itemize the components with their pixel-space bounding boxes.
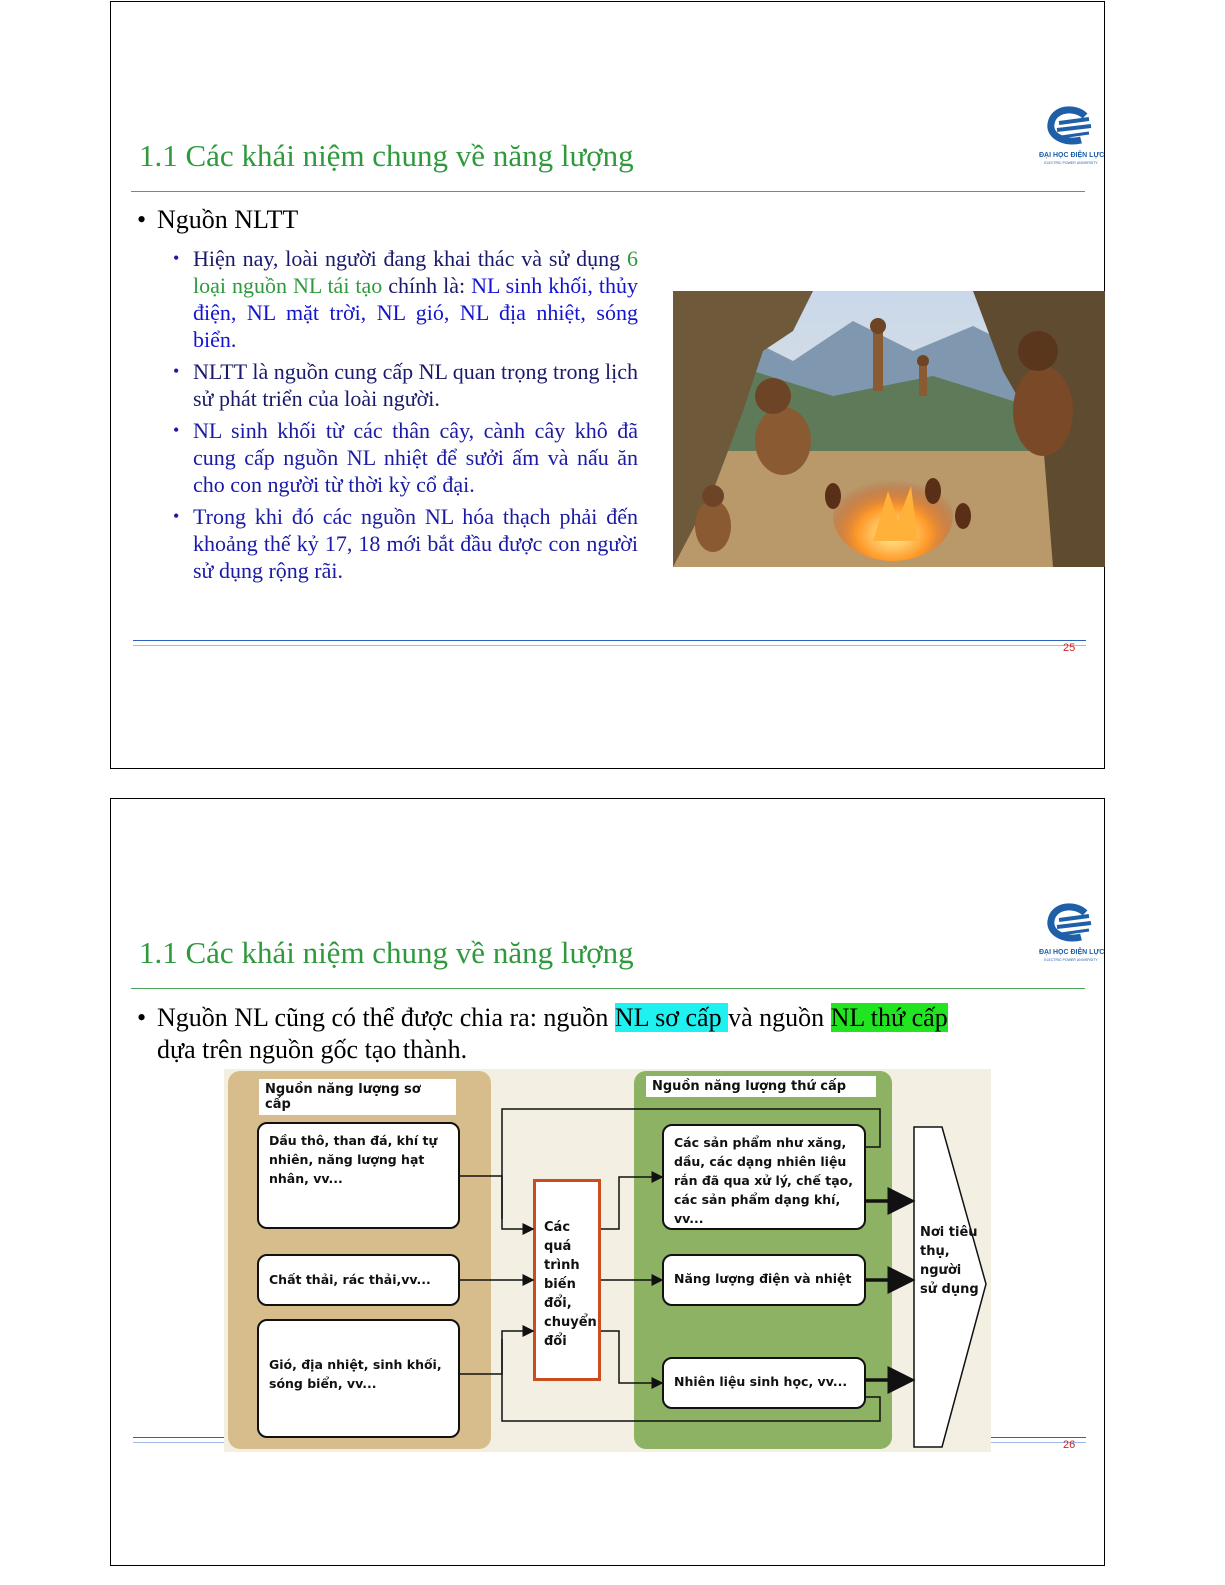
item-highlight-green: 6 loại nguồn NL tái tạo <box>193 246 638 298</box>
primary-energy-header: Nguồn năng lượng sơ cấp <box>259 1079 456 1115</box>
title-divider <box>131 191 1085 192</box>
list-item: • NLTT là nguồn cung cấp NL quan trọng trong lịch sử phát triển của loài người. <box>173 359 638 411</box>
secondary-box-electricity-heat: Năng lượng điện và nhiệt <box>662 1254 866 1306</box>
list-item: • Trong khi đó các nguồn NL hóa thạch phải đến khoảng thế kỷ 17, 18 mới bắt đầu được con người sử dụng rộng rãi. <box>173 504 638 583</box>
slide-25 <box>110 1 1105 769</box>
item-text: Hiện nay, loài người đang khai thác và sử dụng <box>193 246 627 271</box>
sub-bullet-list <box>173 245 638 589</box>
university-logo <box>1039 106 1103 170</box>
secondary-box-biofuel: Nhiên liệu sinh học, vv... <box>662 1357 866 1409</box>
logo-icon <box>1039 903 1103 949</box>
item-highlight-blue: NL sinh khối, thủy điện, NL mặt trời, NL gió, NL địa nhiệt, sóng biển. <box>193 273 638 352</box>
item-text: chính là: <box>382 273 472 298</box>
main-bullet: • Nguồn NL cũng có thể được chia ra: nguồn NL sơ cấp và nguồn NL thứ cấp dựa trên nguồn gốc tạo thành. <box>137 1003 948 1064</box>
highlight-secondary-energy: NL thứ cấp <box>830 1003 948 1032</box>
secondary-energy-header: Nguồn năng lượng thứ cấp <box>646 1076 876 1097</box>
title-divider <box>131 988 1085 989</box>
secondary-box-fuels: Các sản phẩm như xăng, dầu, các dạng nhiên liệu rắn đã qua xử lý, chế tạo, các sản phẩm dạng khí, vv... <box>662 1124 866 1230</box>
logo-name: ĐẠI HỌC ĐIỆN LỰC <box>1039 949 1105 956</box>
university-logo <box>1039 903 1103 967</box>
logo-icon <box>1039 106 1103 152</box>
list-item: • NL sinh khối từ các thân cây, cành cây khô đã cung cấp nguồn NL nhiệt để sưởi ấm và nấu ăn cho con người từ thời kỳ cổ đại. <box>173 418 638 497</box>
bullet-text: và nguồn <box>728 1003 831 1032</box>
bullet-text: dựa trên nguồn gốc tạo thành. <box>157 1035 468 1064</box>
list-item: • Hiện nay, loài người đang khai thác và sử dụng 6 loại nguồn NL tái tạo chính là: NL sinh khối, thủy điện, NL mặt trời, NL gió, NL địa nhiệt, sóng biển. <box>173 246 638 352</box>
main-bullet: • Nguồn NLTT <box>137 205 299 234</box>
campfire-scene-image <box>673 291 1105 567</box>
primary-box-waste: Chất thải, rác thải,vv... <box>257 1254 460 1306</box>
primary-box-renewable: Gió, địa nhiệt, sinh khối, sóng biển, vv... <box>257 1319 460 1438</box>
conversion-process-box: Các quá trình biến đổi, chuyển đổi <box>533 1179 601 1381</box>
footer-divider <box>133 640 1086 646</box>
primary-box-fossil: Dầu thô, than đá, khí tự nhiên, năng lượng hạt nhân, vv... <box>257 1122 460 1229</box>
main-bullet-text: Nguồn NLTT <box>157 205 299 234</box>
logo-subtitle: ELECTRIC POWER UNIVERSITY <box>1044 161 1098 165</box>
logo-name: ĐẠI HỌC ĐIỆN LỰC <box>1039 152 1105 159</box>
energy-flow-diagram <box>224 1069 991 1452</box>
logo-subtitle: ELECTRIC POWER UNIVERSITY <box>1044 958 1098 962</box>
item-text: NL sinh khối từ các thân cây, cành cây khô đã cung cấp nguồn NL nhiệt để sưởi ấm và nấu ăn cho con người từ thời kỳ cổ đại. <box>193 418 638 497</box>
item-text: NLTT là nguồn cung cấp NL quan trọng trong lịch sử phát triển của loài người. <box>193 359 638 411</box>
page-number: 25 <box>1063 642 1076 654</box>
slide-title: 1.1 Các khái niệm chung về năng lượng <box>139 935 634 970</box>
bullet-text: Nguồn NL cũng có thể được chia ra: nguồn <box>157 1003 615 1032</box>
consumer-label: Nơi tiêu thụ, người sử dụng <box>920 1225 979 1297</box>
page-number: 26 <box>1063 1439 1076 1451</box>
prehistoric-fire-illustration <box>673 291 1105 567</box>
item-text: Trong khi đó các nguồn NL hóa thạch phải đến khoảng thế kỷ 17, 18 mới bắt đầu được con người sử dụng rộng rãi. <box>193 504 638 583</box>
slide-26 <box>110 798 1105 1566</box>
slide-title: 1.1 Các khái niệm chung về năng lượng <box>139 138 634 173</box>
flow-arrows <box>224 1069 991 1452</box>
highlight-primary-energy: NL sơ cấp <box>614 1003 729 1032</box>
